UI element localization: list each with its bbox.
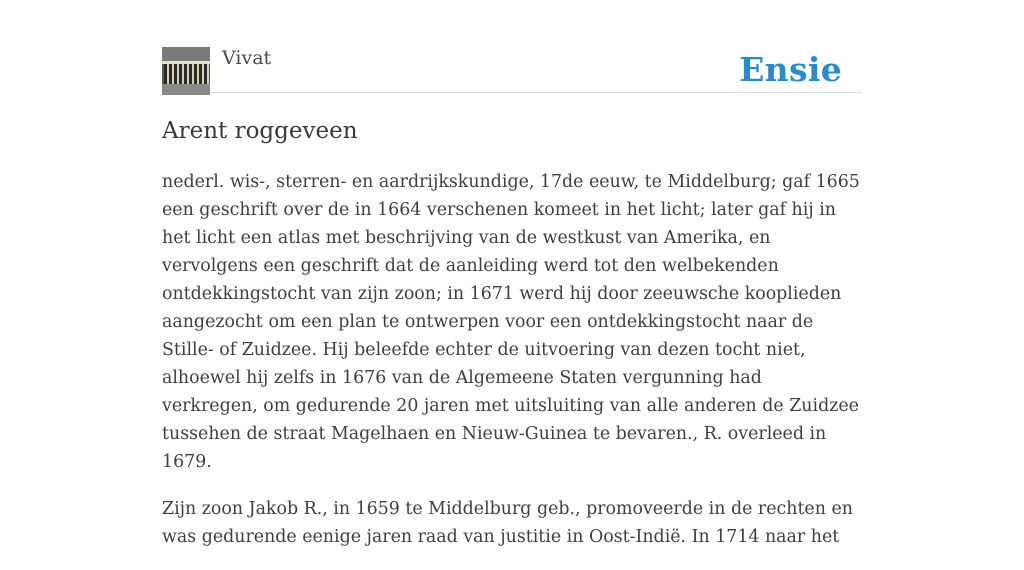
books-icon — [162, 47, 210, 95]
article-paragraph: Zijn zoon Jakob R., in 1659 te Middelburg geb., promoveerde in de rechten en was gedurende eenige jaren raad van justitie in Oost-Indië. In 1714 naar het — [162, 499, 853, 547]
article-page — [162, 0, 862, 547]
header — [162, 0, 862, 93]
article-body — [162, 168, 862, 570]
avatar[interactable] — [162, 47, 210, 95]
article-paragraph: nederl. wis-, sterren- en aardrijkskundige, 17de eeuw, te Middelburg; gaf 1665 een geschrift over de in 1664 verschenen komeet in het licht; later gaf hij in het licht een atlas met beschrijving van de westkust van Amerika, en vervolgens een geschrift dat de aanleiding werd tot den welbekenden ontdekkingstocht van zijn zoon; in 1671 werd hij door zeeuwsche kooplieden aangezocht om een plan te ontwerpen voor een ontdekkingstocht naar de Stille- of Zuidzee. Hij beleefde echter de uitvoering van dezen tocht niet, alhoewel hij zelfs in 1676 van de Algemeene Staten vergunning had verkregen, om gedurende 20 jaren met uitsluiting van alle anderen de Zuidzee tussehen de straat Magelhaen en Nieuw-Guinea te bevaren., R. overleed in 1679. — [162, 172, 860, 472]
author-name[interactable]: Vivat — [222, 47, 272, 69]
article-title: Arent roggeveen — [162, 118, 358, 144]
brand-logo[interactable]: Ensie — [739, 50, 842, 89]
